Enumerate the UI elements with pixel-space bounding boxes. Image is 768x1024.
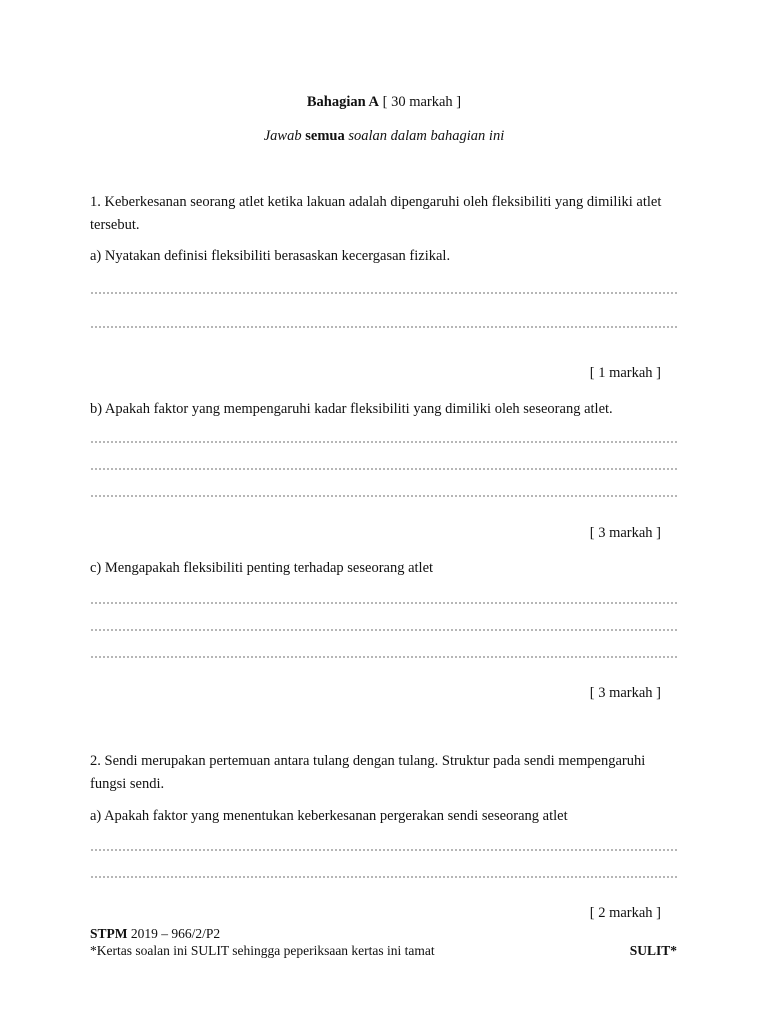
answer-line — [90, 629, 678, 631]
question-1a-text: a) Nyatakan definisi fleksibiliti berasaskan kecergasan fizikal. — [90, 248, 451, 264]
question-2a-text: a) Apakah faktor yang menentukan keberkesanan pergerakan sendi seseorang atlet — [90, 808, 568, 824]
paper-code-bold: STPM — [90, 926, 128, 941]
question-1b-marks: [ 3 markah ] — [589, 525, 661, 541]
answer-line — [90, 876, 678, 878]
answer-line — [90, 326, 678, 328]
answer-line — [90, 495, 678, 497]
section-instruction — [0, 128, 768, 145]
answer-line — [90, 292, 678, 294]
instruction-part-1: Jawab — [263, 128, 306, 144]
classification-label: SULIT* — [629, 943, 677, 958]
answer-line — [90, 656, 678, 658]
paper-code — [90, 926, 220, 942]
question-1c-text: c) Mengapakah fleksibiliti penting terhadap seseorang atlet — [90, 560, 434, 576]
section-title — [0, 94, 768, 111]
question-1b-text: b) Apakah faktor yang mempengaruhi kadar fleksibiliti yang dimiliki oleh seseorang atlet. — [90, 401, 613, 417]
answer-line — [90, 441, 678, 443]
question-2a-marks: [ 2 markah ] — [589, 905, 661, 921]
question-2-stem: 2. Sendi merupakan pertemuan antara tulang dengan tulang. Struktur pada sendi mempengaruhi fungsi sendi. — [90, 753, 646, 792]
answer-line — [90, 468, 678, 470]
answer-line — [90, 602, 678, 604]
instruction-part-2: soalan dalam bahagian ini — [344, 128, 505, 144]
instruction-emphasis: semua — [305, 128, 345, 144]
answer-line — [90, 849, 678, 851]
question-1c-marks: [ 3 markah ] — [589, 685, 661, 701]
section-title-marks: [ 30 markah ] — [378, 94, 462, 110]
confidential-notice: *Kertas soalan ini SULIT sehingga peperiksaan kertas ini tamat — [90, 943, 435, 958]
section-title-bold: Bahagian A — [306, 94, 379, 110]
question-1a-marks: [ 1 markah ] — [589, 365, 661, 381]
paper-code-rest: 2019 – 966/2/P2 — [127, 926, 221, 941]
question-1-stem: 1. Keberkesanan seorang atlet ketika lakuan adalah dipengaruhi oleh fleksibiliti yang dimiliki atlet tersebut. — [90, 194, 662, 233]
